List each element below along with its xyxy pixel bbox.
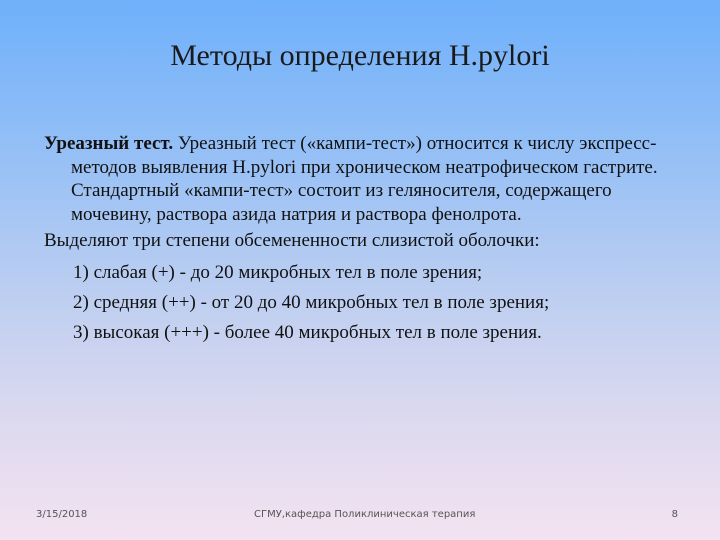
list-item: 1) слабая (+) - до 20 микробных тел в поле зрения;	[73, 262, 483, 283]
slide-number: 8	[671, 509, 678, 520]
contamination-degrees-list	[44, 258, 684, 348]
contamination-degrees-intro: Выделяют три степени обсемененности слизистой оболочки:	[44, 230, 540, 251]
footer-date: 3/15/2018	[36, 509, 88, 520]
urease-test-lead: Уреазный тест.	[44, 133, 174, 154]
urease-test-text: Уреазный тест («кампи-тест») относится к числу экспресс-методов выявления H.pylori при хроническом неатрофическом гастрите. Стандартный «кампи-тест» состоит из геляносителя, содержащего мочевину, раствора азида натрия и раствора фенолрота.	[71, 133, 658, 225]
footer-department: СГМУ,кафедра Поликлиническая терапия	[254, 509, 476, 520]
slide-body	[44, 132, 684, 348]
list-item: 2) средняя (++) - от 20 до 40 микробных тел в поле зрения;	[73, 292, 550, 313]
urease-test-paragraph	[44, 132, 684, 226]
list-item: 3) высокая (+++) - более 40 микробных тел в поле зрения.	[73, 322, 542, 343]
slide-title: Методы определения H.pylori	[170, 39, 550, 72]
